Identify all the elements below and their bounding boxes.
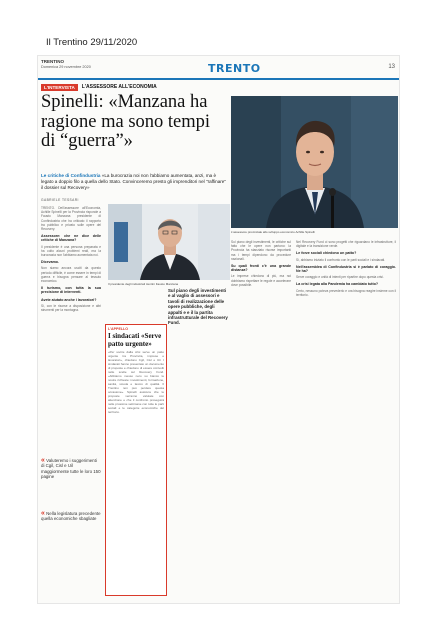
hero-photo-caption: L'assessore provinciale allo sviluppo economico Achille Spinelli	[231, 230, 315, 234]
question: La crisi legata alla Pandemia ha cambiato tutto?	[296, 282, 379, 287]
page-number: 13	[388, 64, 395, 70]
portrait-illustration	[108, 204, 230, 280]
portrait-illustration	[231, 96, 398, 228]
article-kicker	[41, 83, 157, 91]
question: Nell'assemblea di Confindustria si è parlato di coraggio. Ne ha?	[296, 264, 396, 274]
question: Il turismo, con tutta la sua precisione di interventi.	[41, 286, 101, 295]
quote-mark-icon: «	[41, 457, 45, 464]
box-text: «Per uscire dalla crisi serve un patto urgente tra Provincia, imprese e lavoratori», chiedono Cgil, Cisl e Uil. I sindacati hanno presentato un documento di proposte e chiedono di essere coinvolti nelle scelte sul Recovery Fund. «Abbiamo messo nero su bianco le nostre richieste: investimenti, formazione, sanità, scuola e lavoro di qualità. Il Trentino non può perdere questa occasione». Spinelli assicura che le proposte verranno valutate con attenzione e che il confronto proseguirà nelle prossime settimane con tutte le parti sociali e le categorie economiche del territorio.	[108, 350, 164, 414]
kicker-subtitle: L'ASSESSORE ALL'ECONOMIA	[81, 84, 157, 90]
question: Le forze sociali chiedono un patto?	[296, 251, 357, 256]
hero-photo	[231, 96, 398, 228]
paragraph: Sì, abbiamo iniziato il confronto con le parti sociali e i sindacati.	[296, 257, 386, 262]
question: Assessore: che ne dice delle critiche di Manzana?	[41, 234, 101, 243]
paragraph: Certo, nessuno poteva prevederlo e ora bisogna reagire insieme con il territorio.	[296, 288, 396, 297]
publication-date: Domenica 29 novembre 2020	[41, 65, 91, 69]
page-header	[38, 56, 399, 80]
paragraph: Serve coraggio e unità di intenti per ripartire dopo questa crisi.	[296, 275, 384, 280]
question: Dicevamo.	[41, 260, 59, 265]
pull-quote-2	[41, 511, 101, 522]
paragraph: Sul piano degli investimenti, le critiche sul fatto che le opere non partono: la Provincia ha stanziato risorse importanti ma i tempi dipendono da procedure nazionali.	[231, 240, 291, 261]
text-column-1	[41, 206, 101, 451]
section-title: TRENTO	[208, 62, 261, 75]
newspaper-page	[38, 56, 399, 603]
document-caption: Il Trentino 29/11/2020	[46, 37, 138, 48]
article-deck: Sul piano degli investimenti e al vaglio di assessori e tavoli di realizzazione delle opere pubbliche, degli appalti e e il la partita infrastrutturale del Recovery Fund.	[168, 288, 228, 326]
summary-text: «La burocrazia noi non l'abbiamo aumentata, anzi, ma è legato a doppio filo a quella dello Stato. Convinceremo presto gli imprenditori nel "raffinare" il dossier sul Recovery»	[41, 173, 226, 190]
text-column-4	[296, 240, 396, 595]
question: Avete aiutato anche i lavoratori?	[41, 297, 97, 302]
pull-quote-text: Valuteremo i suggerimenti di Cgil, Cisl e Uil maggiormente tutte le loro 150 pagine	[41, 458, 101, 480]
paragraph: Le imprese chiedono di più, ma noi dobbiamo rispettare le regole e accelerare dove possibile.	[231, 274, 291, 287]
paragraph: TRENTO. Dell'assessore all'Economia, Achille Spinelli per la Provincia risponde a Fausto Manzana presidente di Confindustria che ha criticato il rapporto tra pubblico e privato sulle opere del Recovery.	[41, 206, 101, 232]
article-headline: Spinelli: «Manzana ha ragione ma sono tempi di “guerra”»	[41, 92, 211, 151]
text-column-3	[231, 240, 291, 595]
publication-name: TRENTINO	[41, 59, 64, 64]
small-photo-caption: Il presidente degli industriali trentini Fausto Manzana	[108, 282, 179, 286]
quote-mark-icon: «	[41, 510, 45, 517]
article-summary	[41, 173, 226, 191]
paragraph: Nel Recovery Fund ci sono progetti che riguardano le infrastrutture, il digitale e la transizione verde.	[296, 240, 396, 249]
paragraph: Non siamo ancora usciti da questo periodo difficile, è come essere in tempi di guerra e bisogna pensare al tessuto economico.	[41, 266, 101, 284]
pull-quote-text: Nella legislatura precedente quella economiche sbagliate	[41, 511, 101, 522]
kicker-tag: L'INTERVISTA	[41, 84, 78, 91]
paragraph: Sì, con le risorse a disposizione e altri strumenti per la montagna.	[41, 303, 101, 313]
summary-lead: Le critiche di Confindustria	[41, 173, 101, 178]
sidebar-box	[105, 324, 167, 596]
byline: GABRIELE TESSARI	[41, 198, 79, 202]
pull-quote-1	[41, 458, 101, 480]
box-label: L'APPELLO	[108, 327, 129, 331]
question: Su quali fronti c'è una grande distanza?	[231, 264, 291, 273]
box-title: I sindacati «Serve patto urgente»	[108, 332, 162, 348]
small-photo	[108, 204, 230, 280]
paragraph: Il presidente è una persona preparata e ha colto alcuni problemi reali, ma la burocrazia non l'abbiamo aumentata noi.	[41, 244, 101, 258]
